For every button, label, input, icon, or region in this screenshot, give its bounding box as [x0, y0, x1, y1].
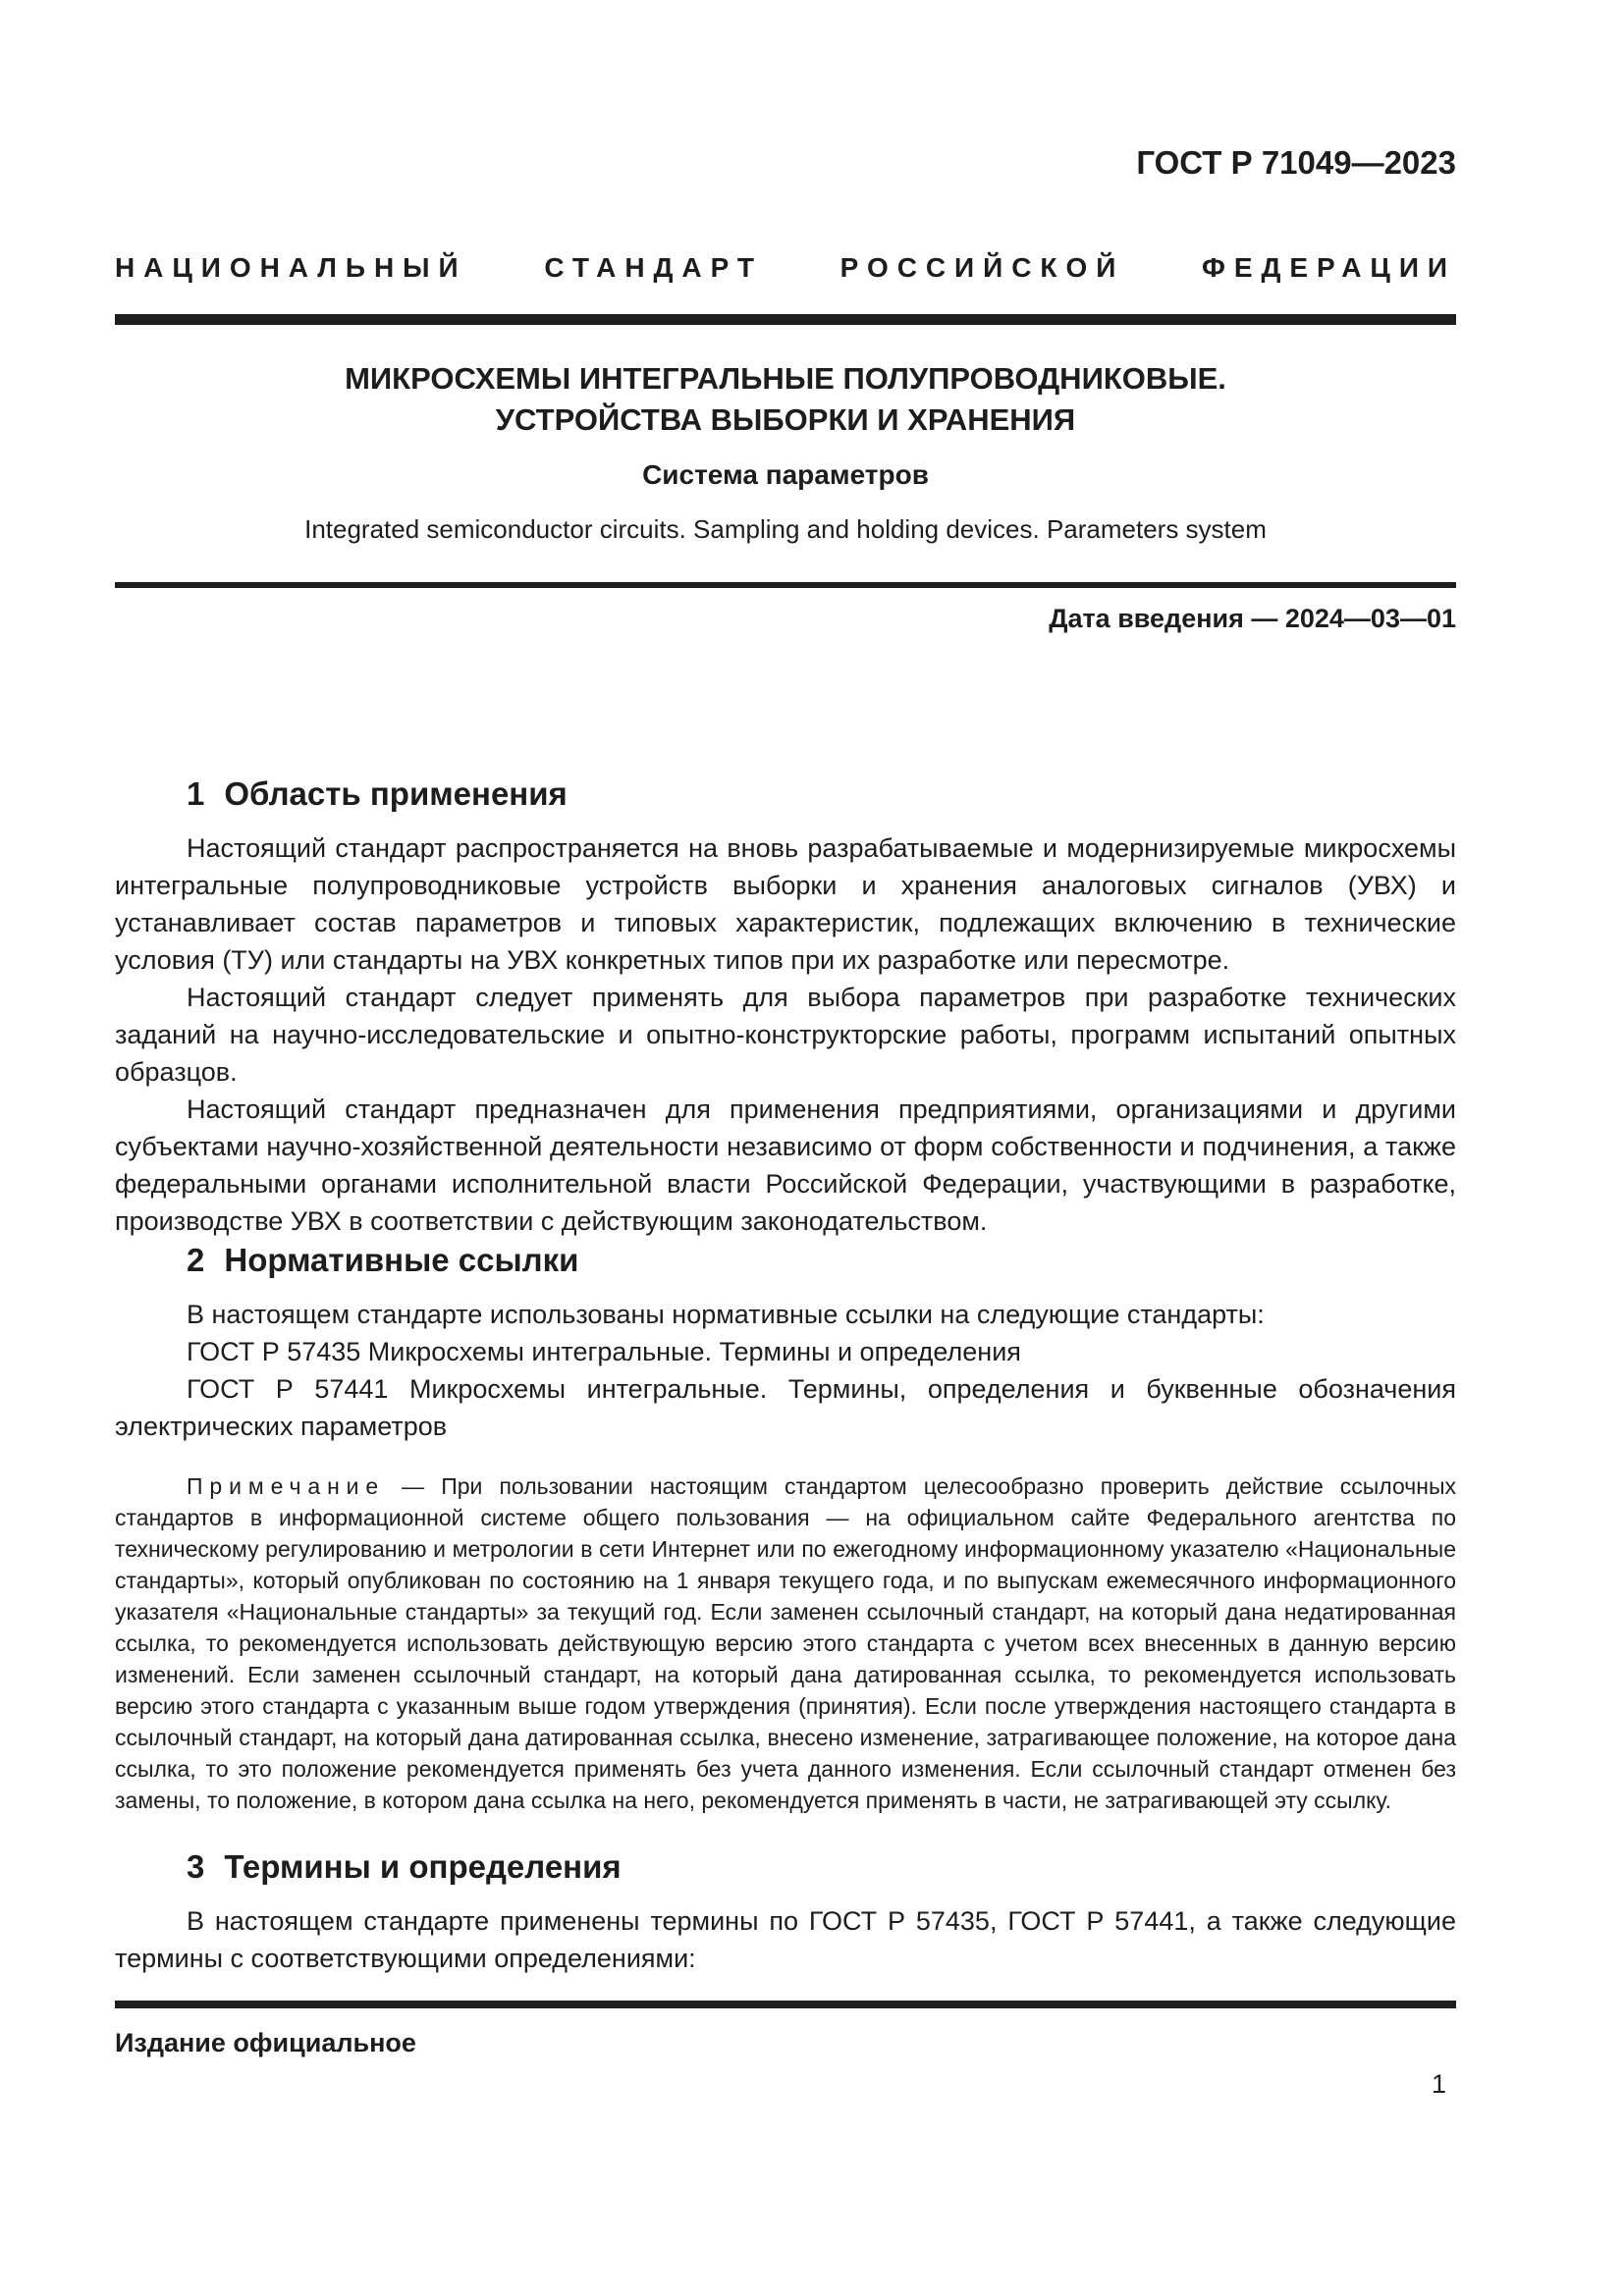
header-rule	[115, 314, 1456, 325]
paragraph: Настоящий стандарт следует применять для выбора параметров при разработке технических заданий на научно-исследовательские и опытно-конструкторские работы, программ испытаний опытных образцов.	[115, 983, 1456, 1087]
reference-item: ГОСТ Р 57441 Микросхемы интегральные. Термины, определения и буквенные обозначения электрических параметров	[115, 1374, 1456, 1441]
title-rule	[115, 582, 1456, 588]
footer-rule	[115, 2001, 1456, 2008]
section-title: Нормативные ссылки	[224, 1242, 579, 1278]
section-number: 3	[187, 1848, 205, 1885]
page-number: 1	[1431, 2069, 1446, 2099]
section-heading-3	[115, 1845, 1456, 1889]
note-paragraph	[115, 1470, 1456, 1816]
standard-designation: НАЦИОНАЛЬНЫЙ СТАНДАРТ РОССИЙСКОЙ ФЕДЕРАЦИИ	[115, 252, 1456, 283]
section-scope	[115, 773, 1456, 1240]
page-header	[115, 0, 1456, 635]
document-title-english: Integrated semiconductor circuits. Sampling and holding devices. Parameters system	[304, 514, 1267, 544]
section-number: 1	[187, 775, 205, 812]
paragraph: В настоящем стандарте применены термины по ГОСТ Р 57435, ГОСТ Р 57441, а также следующие термины с соответствующими определениями:	[115, 1906, 1456, 1973]
document-subtitle: Система параметров	[642, 459, 929, 490]
note-label: Примечание	[187, 1473, 386, 1499]
document-title	[115, 358, 1456, 441]
section-terms-definitions	[115, 1845, 1456, 1977]
paragraph: В настоящем стандарте использованы нормативные ссылки на следующие стандарты:	[187, 1300, 1265, 1329]
standard-number: ГОСТ Р 71049—2023	[1136, 144, 1456, 181]
note-text: — При пользовании настоящим стандартом целесообразно проверить действие ссылочных стандартов в информационной системе общего пользования — на официальном сайте Федерального агентства по техническому регулированию и метрологии в сети Интернет или по ежегодному информационному указателю «Национальные стандарты», который опубликован по состоянию на 1 января текущего года, и по выпускам ежемесячного информационного указателя «Национальные стандарты» за текущий год. Если заменен ссылочный стандарт, на который дана недатированная ссылка, то рекомендуется использовать действующую версию этого стандарта с учетом всех внесенных в данную версию изменений. Если заменен ссылочный стандарт, на который дана датированная ссылка, то рекомендуется использовать версию этого стандарта с указанным выше годом утверждения (принятия). Если после утверждения настоящего стандарта в ссылочный стандарт, на который дана датированная ссылка, внесено изменение, затрагивающее положение, на которое дана ссылка, то это положение рекомендуется применять без учета данного изменения. Если ссылочный стандарт отменен без замены, то положение, в котором дана ссылка на него, рекомендуется применять в части, не затрагивающей эту ссылку.	[115, 1473, 1456, 1813]
section-heading-2	[115, 1239, 1456, 1282]
section-title: Термины и определения	[224, 1848, 622, 1885]
paragraph: Настоящий стандарт распространяется на вновь разрабатываемые и модернизируемые микросхемы интегральные полупроводниковые устройств выборки и хранения аналоговых сигналов (УВХ) и устанавливает состав параметров и типовых характеристик, подлежащих включению в технические условия (ТУ) или стандарты на УВХ конкретных типов при их разработке или пересмотре.	[115, 833, 1456, 975]
section-number: 2	[187, 1242, 205, 1278]
section-title: Область применения	[224, 775, 568, 812]
title-line-2: УСТРОЙСТВА ВЫБОРКИ И ХРАНЕНИЯ	[495, 402, 1076, 437]
edition-note: Издание официальное	[115, 2028, 416, 2057]
effective-date: Дата введения — 2024—03—01	[1049, 604, 1456, 633]
title-line-1: МИКРОСХЕМЫ ИНТЕГРАЛЬНЫЕ ПОЛУПРОВОДНИКОВЫЕ.	[345, 361, 1226, 396]
section-normative-references	[115, 1239, 1456, 1816]
reference-item: ГОСТ Р 57435 Микросхемы интегральные. Термины и определения	[187, 1337, 1021, 1366]
section-heading-1	[115, 773, 1456, 816]
paragraph: Настоящий стандарт предназначен для применения предприятиями, организациями и другими субъектами научно-хозяйственной деятельности независимо от форм собственности и подчинения, а также федеральными органами исполнительной власти Российской Федерации, участвующими в разработке, производстве УВХ в соответствии с действующим законодательством.	[115, 1095, 1456, 1236]
